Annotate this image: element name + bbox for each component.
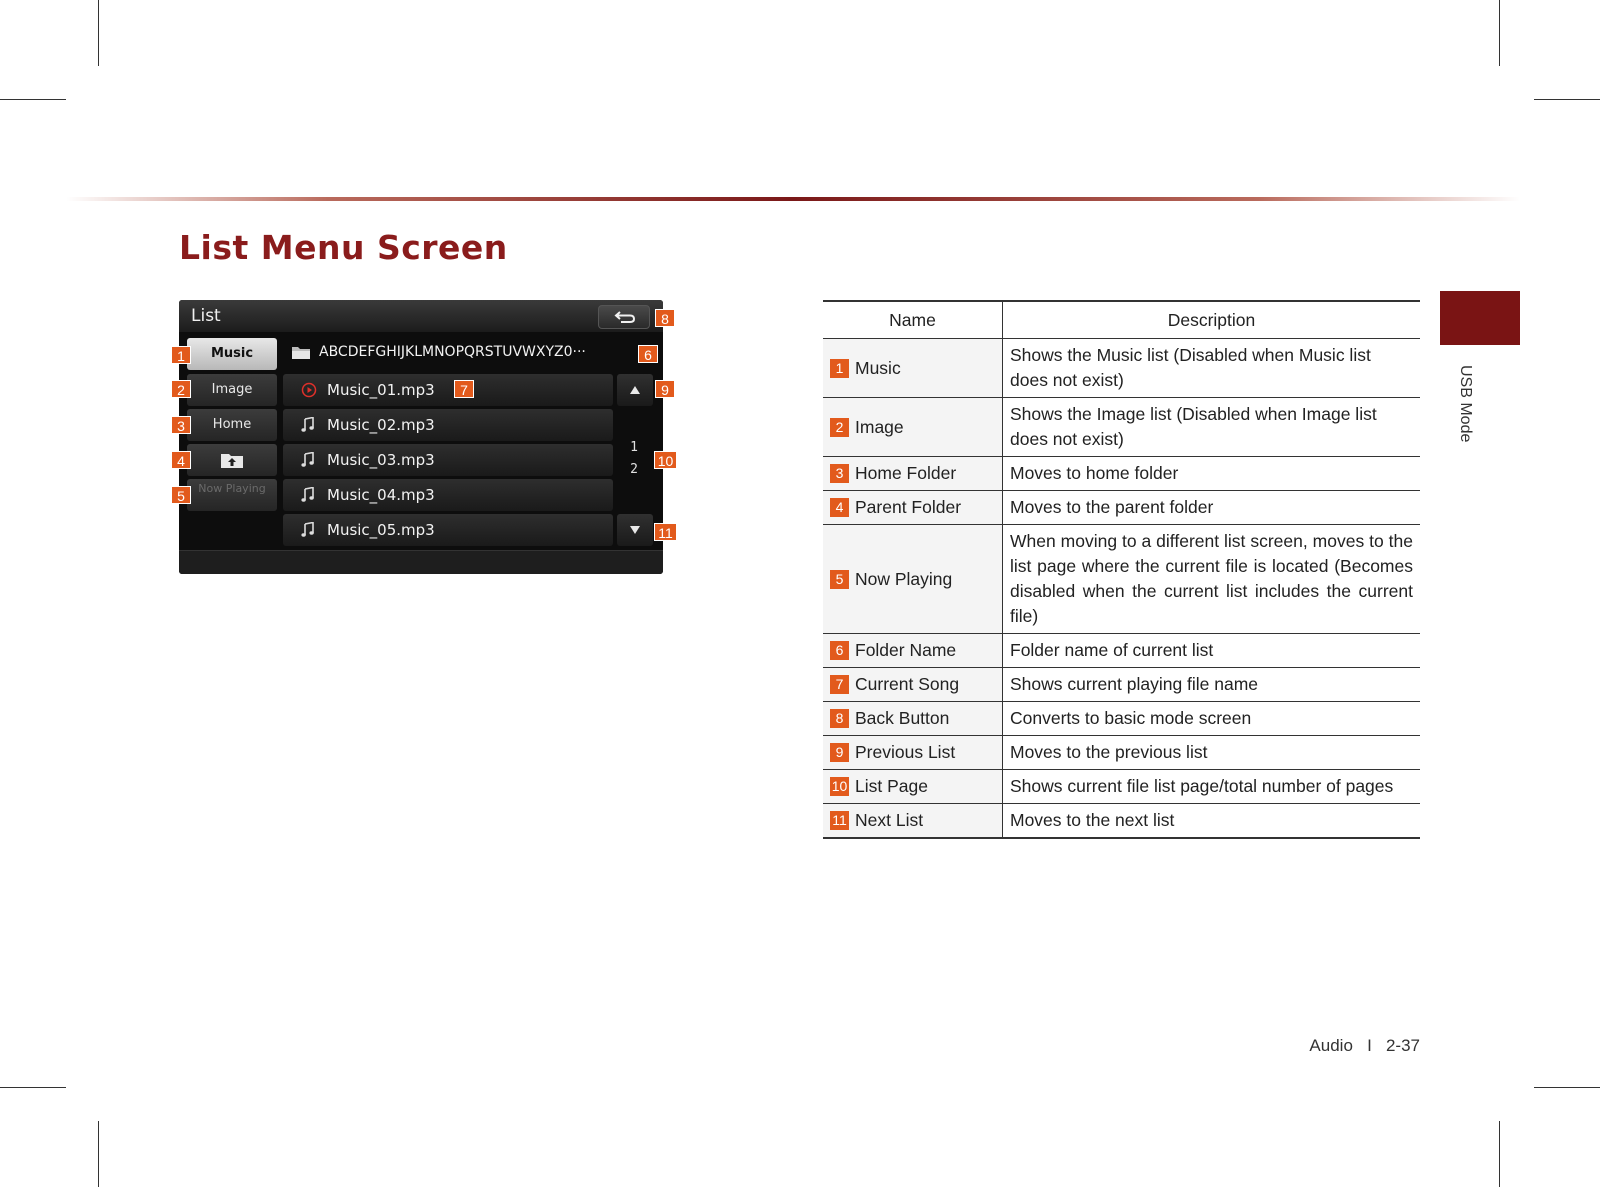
table-row: [823, 736, 1420, 770]
table-row: [823, 525, 1420, 634]
row-number: 6: [830, 641, 849, 660]
next-list-button[interactable]: [617, 514, 653, 546]
row-description: Shows current file list page/total number of pages: [1003, 770, 1421, 804]
table-row: [823, 398, 1420, 457]
now-playing-button[interactable]: Now Playing: [187, 479, 277, 511]
folder-icon: [291, 345, 311, 360]
row-number: 10: [831, 778, 848, 794]
callout-11: 11: [654, 523, 677, 541]
header-description: Description: [1003, 301, 1421, 339]
side-tab-label: USB Mode: [1457, 365, 1474, 443]
file-name: Music_04.mp3: [327, 486, 435, 504]
screen-header: [179, 300, 663, 332]
row-number: 1: [830, 359, 849, 378]
arrow-down-icon: [629, 525, 641, 535]
callout-4: 4: [171, 451, 191, 469]
crop-mark: [1534, 99, 1600, 100]
screen-footer: [179, 550, 663, 574]
row-name: Next List: [855, 810, 924, 830]
callout-10: 10: [654, 451, 677, 469]
row-number: 11: [830, 811, 849, 830]
folder-name: ABCDEFGHIJKLMNOPQRSTUVWXYZ0···: [319, 344, 586, 360]
row-number: 2: [830, 418, 849, 437]
callout-1: 1: [171, 346, 191, 364]
row-name: Home Folder: [855, 463, 957, 483]
callout-9: 9: [655, 380, 675, 398]
row-name: Now Playing: [855, 568, 953, 589]
page-title: List Menu Screen: [179, 228, 508, 267]
row-description: Moves to the next list: [1003, 804, 1421, 839]
now-playing-icon: [301, 382, 317, 398]
parent-folder-button[interactable]: [187, 444, 277, 476]
row-name: Back Button: [855, 708, 950, 728]
music-note-icon: [301, 417, 315, 433]
crop-mark: [0, 99, 66, 100]
music-button[interactable]: Music: [187, 338, 277, 370]
file-row[interactable]: [283, 444, 613, 476]
page-current: 1: [630, 440, 638, 455]
row-name: Current Song: [855, 674, 960, 694]
row-description: Moves to the parent folder: [1003, 491, 1421, 525]
row-description: Moves to home folder: [1003, 457, 1421, 491]
crop-mark: [0, 1087, 66, 1088]
back-arrow-icon: [614, 309, 636, 325]
description-table: [823, 300, 1420, 839]
image-button[interactable]: Image: [187, 374, 277, 406]
row-description: Converts to basic mode screen: [1003, 702, 1421, 736]
side-tab: [1440, 291, 1520, 345]
music-note-icon: [301, 522, 315, 538]
callout-3: 3: [171, 416, 191, 434]
page-footer: Audio I 2-37: [1309, 1036, 1420, 1055]
back-button[interactable]: [598, 305, 650, 329]
callout-2: 2: [171, 380, 191, 398]
table-row: [823, 770, 1420, 804]
folder-name-row: [283, 338, 625, 368]
top-rule: [66, 197, 1520, 201]
music-note-icon: [301, 487, 315, 503]
table-row: [823, 804, 1420, 839]
previous-list-button[interactable]: [617, 374, 653, 406]
parent-folder-icon: [220, 451, 244, 469]
file-row[interactable]: [283, 409, 613, 441]
row-number: 3: [830, 464, 849, 483]
file-name: Music_05.mp3: [327, 521, 435, 539]
table-row: [823, 702, 1420, 736]
file-name: Music_02.mp3: [327, 416, 435, 434]
callout-7: 7: [454, 380, 474, 398]
row-name: Folder Name: [855, 640, 957, 660]
crop-mark: [1499, 0, 1500, 66]
screen-title: List: [191, 306, 221, 326]
table-row: [823, 339, 1420, 398]
page-total: 2: [630, 462, 638, 477]
row-description: Shows current playing file name: [1003, 668, 1421, 702]
crop-mark: [1534, 1087, 1600, 1088]
header-name: Name: [823, 301, 1003, 339]
row-name: Previous List: [855, 742, 956, 762]
row-description: Folder name of current list: [1003, 634, 1421, 668]
home-folder-button[interactable]: Home: [187, 409, 277, 441]
file-row-current[interactable]: [283, 374, 613, 406]
file-row[interactable]: [283, 514, 613, 546]
row-number: 9: [830, 743, 849, 762]
row-description: Moves to the previous list: [1003, 736, 1421, 770]
row-name: Music: [855, 357, 901, 378]
list-menu-screen: [179, 300, 663, 574]
callout-5: 5: [171, 486, 191, 504]
row-number: 7: [830, 675, 849, 694]
row-number: 8: [830, 709, 849, 728]
table-row: [823, 668, 1420, 702]
arrow-up-icon: [629, 385, 641, 395]
crop-mark: [98, 0, 99, 66]
table-row: [823, 491, 1420, 525]
row-name: Image: [855, 416, 904, 437]
music-note-icon: [301, 452, 315, 468]
file-row[interactable]: [283, 479, 613, 511]
file-name: Music_03.mp3: [327, 451, 435, 469]
row-number: 5: [830, 570, 849, 589]
file-name: Music_01.mp3: [327, 381, 435, 399]
row-description: Shows the Image list (Disabled when Image list does not exist): [1003, 398, 1421, 457]
row-description: When moving to a different list screen, moves to the list page where the current file is located (Becomes disabled when the current list includes the current file): [1003, 525, 1421, 634]
row-description: Shows the Music list (Disabled when Music list does not exist): [1003, 339, 1421, 398]
table-row: [823, 457, 1420, 491]
row-number: 4: [830, 498, 849, 517]
row-name: Parent Folder: [855, 497, 962, 517]
crop-mark: [1499, 1121, 1500, 1187]
row-name: List Page: [855, 776, 928, 796]
crop-mark: [98, 1121, 99, 1187]
callout-8: 8: [655, 309, 675, 327]
table-row: [823, 634, 1420, 668]
callout-6: 6: [638, 345, 658, 363]
